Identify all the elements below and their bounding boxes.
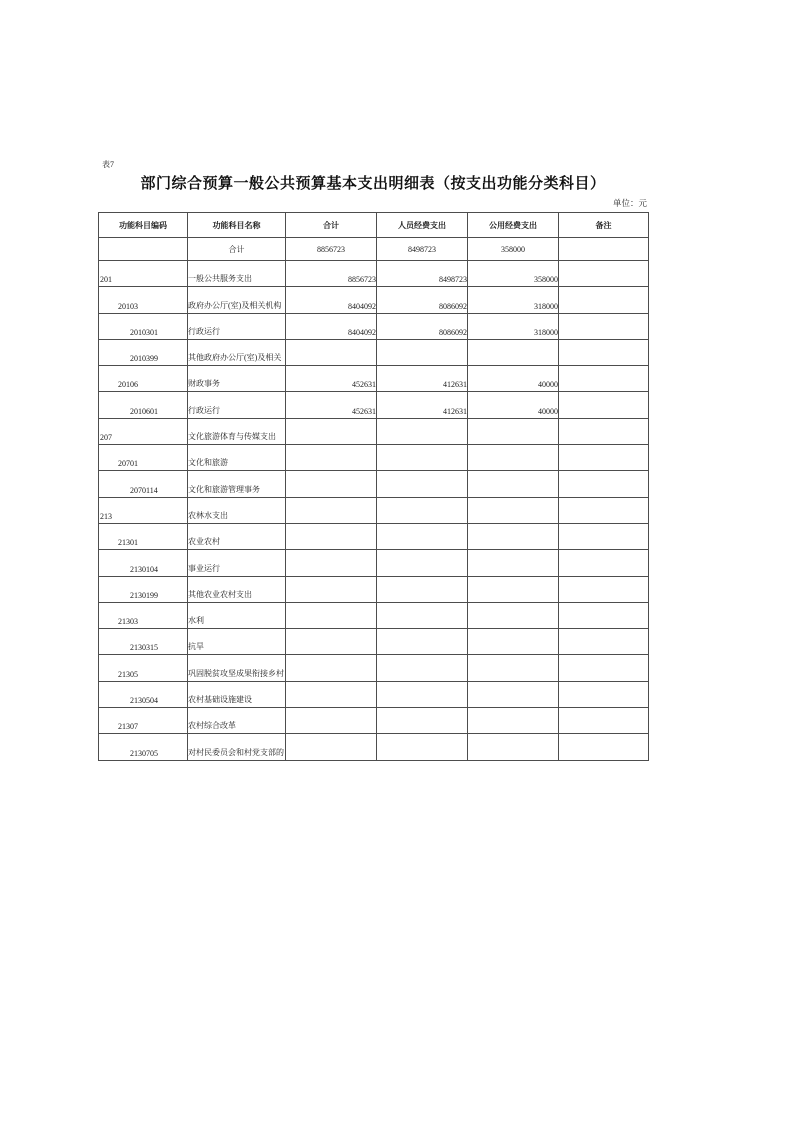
total-cell: 452631 [286,366,377,392]
name-cell: 文化旅游体育与传媒支出 [188,418,286,444]
total-cell: 8404092 [286,287,377,313]
table-row [99,471,649,497]
table-row [99,445,649,471]
table-row [99,287,649,313]
personnel-cell [377,629,468,655]
public-cell [468,734,559,760]
name-cell: 对村民委员会和村党支部的 [188,734,286,760]
public-cell: 40000 [468,392,559,418]
public-cell: 40000 [468,366,559,392]
name-cell: 农村综合改革 [188,708,286,734]
name-cell: 巩固脱贫攻坚成果衔接乡村 [188,655,286,681]
code-cell: 213 [99,497,188,523]
code-cell [99,238,188,261]
name-cell: 文化和旅游 [188,445,286,471]
public-cell [468,497,559,523]
table-row [99,655,649,681]
total-cell [286,734,377,760]
personnel-cell: 8498723 [377,261,468,287]
personnel-cell: 412631 [377,366,468,392]
personnel-cell [377,471,468,497]
column-header-name: 功能科目名称 [188,213,286,238]
total-cell [286,523,377,549]
total-cell [286,497,377,523]
table-row [99,313,649,339]
note-cell [559,497,649,523]
total-cell [286,681,377,707]
column-header-personnel: 人员经费支出 [377,213,468,238]
column-header-public: 公用经费支出 [468,213,559,238]
code-cell: 2130315 [99,629,188,655]
public-cell: 318000 [468,313,559,339]
code-cell: 2070114 [99,471,188,497]
column-header-total: 合计 [286,213,377,238]
table-row [99,550,649,576]
table-body [99,238,649,761]
total-cell: 8856723 [286,261,377,287]
code-cell: 207 [99,418,188,444]
code-cell: 21305 [99,655,188,681]
note-cell [559,339,649,365]
name-cell: 合计 [188,238,286,261]
note-cell [559,445,649,471]
total-cell [286,550,377,576]
note-cell [559,287,649,313]
personnel-cell: 8086092 [377,287,468,313]
code-cell: 21307 [99,708,188,734]
table-header [99,213,649,238]
table-row [99,366,649,392]
personnel-cell [377,497,468,523]
code-cell: 2130504 [99,681,188,707]
unit-note: 单位：元 [612,198,647,208]
table-row [99,261,649,287]
note-cell [559,366,649,392]
column-header-note: 备注 [559,213,649,238]
name-cell: 行政运行 [188,392,286,418]
code-cell: 2130104 [99,550,188,576]
total-cell [286,339,377,365]
note-cell [559,471,649,497]
name-cell: 农业农村 [188,523,286,549]
code-cell: 21301 [99,523,188,549]
table-row [99,497,649,523]
code-cell: 2010601 [99,392,188,418]
note-cell [559,550,649,576]
total-cell: 8856723 [286,238,377,261]
table-row [99,523,649,549]
public-cell [468,576,559,602]
public-cell [468,418,559,444]
total-cell [286,629,377,655]
note-cell [559,602,649,628]
code-cell: 2010399 [99,339,188,365]
code-cell: 20106 [99,366,188,392]
note-cell [559,238,649,261]
total-cell [286,471,377,497]
personnel-cell: 8498723 [377,238,468,261]
grand-total-row [99,238,649,261]
code-cell: 21303 [99,602,188,628]
note-cell [559,734,649,760]
table-row [99,392,649,418]
table-row [99,708,649,734]
public-cell: 358000 [468,238,559,261]
name-cell: 行政运行 [188,313,286,339]
public-cell [468,445,559,471]
personnel-cell [377,523,468,549]
name-cell: 事业运行 [188,550,286,576]
column-header-code: 功能科目编码 [99,213,188,238]
note-cell [559,708,649,734]
personnel-cell: 412631 [377,392,468,418]
total-cell: 452631 [286,392,377,418]
table-row [99,576,649,602]
code-cell: 2130199 [99,576,188,602]
total-cell [286,445,377,471]
name-cell: 农林水支出 [188,497,286,523]
total-cell [286,602,377,628]
public-cell [468,602,559,628]
name-cell: 财政事务 [188,366,286,392]
name-cell: 其他政府办公厅(室)及相关 [188,339,286,365]
public-cell [468,523,559,549]
name-cell: 其他农业农村支出 [188,576,286,602]
personnel-cell [377,445,468,471]
public-cell: 318000 [468,287,559,313]
total-cell [286,576,377,602]
note-cell [559,261,649,287]
total-cell [286,655,377,681]
table-number-label: 表7 [102,160,114,169]
name-cell: 抗旱 [188,629,286,655]
personnel-cell [377,576,468,602]
name-cell: 水利 [188,602,286,628]
table-row [99,681,649,707]
public-cell [468,655,559,681]
public-cell [468,708,559,734]
note-cell [559,523,649,549]
personnel-cell [377,602,468,628]
public-cell [468,471,559,497]
personnel-cell [377,734,468,760]
personnel-cell: 8086092 [377,313,468,339]
code-cell: 20701 [99,445,188,471]
personnel-cell [377,655,468,681]
public-cell [468,550,559,576]
budget-table [98,212,649,761]
public-cell [468,681,559,707]
table-row [99,629,649,655]
note-cell [559,418,649,444]
personnel-cell [377,418,468,444]
personnel-cell [377,708,468,734]
code-cell: 2010301 [99,313,188,339]
name-cell: 一般公共服务支出 [188,261,286,287]
personnel-cell [377,681,468,707]
name-cell: 农村基础设施建设 [188,681,286,707]
code-cell: 20103 [99,287,188,313]
note-cell [559,655,649,681]
code-cell: 2130705 [99,734,188,760]
total-cell: 8404092 [286,313,377,339]
public-cell [468,629,559,655]
total-cell [286,418,377,444]
table-row [99,418,649,444]
page-title: 部门综合预算一般公共预算基本支出明细表（按支出功能分类科目） [140,176,606,192]
note-cell [559,313,649,339]
public-cell [468,339,559,365]
table-row [99,602,649,628]
public-cell: 358000 [468,261,559,287]
name-cell: 政府办公厅(室)及相关机构 [188,287,286,313]
personnel-cell [377,339,468,365]
note-cell [559,576,649,602]
total-cell [286,708,377,734]
name-cell: 文化和旅游管理事务 [188,471,286,497]
note-cell [559,681,649,707]
personnel-cell [377,550,468,576]
code-cell: 201 [99,261,188,287]
table-row [99,734,649,760]
note-cell [559,392,649,418]
note-cell [559,629,649,655]
header-row [99,213,649,238]
table-row [99,339,649,365]
